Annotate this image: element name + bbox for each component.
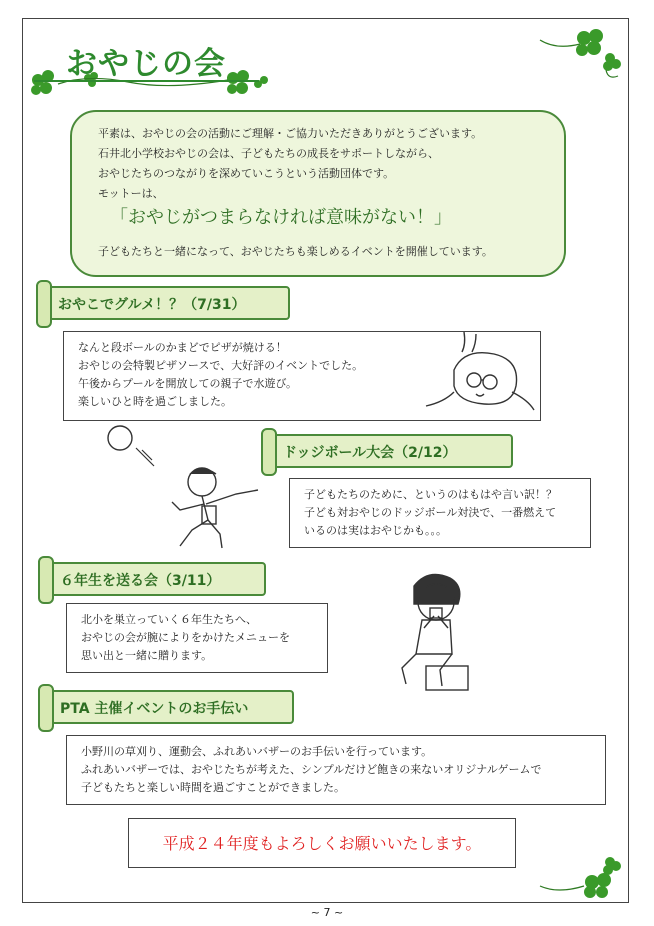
banner-scroll bbox=[261, 428, 277, 476]
event-heading-farewell bbox=[44, 562, 266, 596]
page-number: ~ 7 ~ bbox=[310, 906, 344, 919]
event-line: 子どもたちのために、というのはもはや言い訳！？ bbox=[304, 488, 557, 501]
event-line: ふれあいバザーでは、おやじたちが考えた、シンプルだけど飽きの来ないオリジナルゲームで bbox=[81, 763, 542, 776]
event-line: 思い出と一緒に贈ります。 bbox=[81, 649, 213, 662]
event-heading-dodgeball bbox=[267, 434, 513, 468]
banner-scroll bbox=[36, 280, 52, 328]
eating-child-sketch bbox=[388, 570, 484, 694]
event-line: おやじの会特製ピザソースで、大好評のイベントでした。 bbox=[78, 359, 364, 372]
intro-box bbox=[70, 110, 566, 277]
event-box-farewell bbox=[66, 603, 328, 673]
event-heading-text: PTA 主催イベントのお手伝い bbox=[60, 701, 249, 717]
clover-decoration-top-right bbox=[536, 26, 626, 82]
event-line: いるのは実はおやじかも。。。 bbox=[304, 524, 447, 537]
event-line: 小野川の草刈り、運動会、ふれあいバザーのお手伝いを行っています。 bbox=[81, 745, 433, 758]
intro-line: 平素は、おやじの会の活動にご理解・ご協力いただきありがとうございます。 bbox=[98, 127, 483, 140]
event-heading-gourmet bbox=[42, 286, 290, 320]
title-underline bbox=[34, 80, 259, 82]
ball-sketch bbox=[104, 424, 160, 470]
event-heading-pta bbox=[44, 690, 294, 724]
event-line: 子ども対おやじのドッジボール対決で、一番燃えて bbox=[304, 506, 557, 519]
event-line: 子どもたちと楽しい時間を過ごすことができました。 bbox=[81, 781, 345, 794]
event-line: おやじの会が腕によりをかけたメニューを bbox=[81, 631, 290, 644]
page-title: おやじの会 bbox=[66, 46, 226, 82]
intro-closing-line: 子どもたちと一緒になって、おやじたちも楽しめるイベントを開催しています。 bbox=[98, 245, 493, 258]
event-heading-text: おやこでグルメ！？（7/31） bbox=[58, 297, 246, 313]
dodgeball-player-sketch bbox=[162, 460, 262, 550]
event-line: 楽しいひと時を過ごしました。 bbox=[78, 395, 232, 408]
intro-line: おやじたちのつながりを深めていこうという活動団体です。 bbox=[98, 167, 395, 180]
event-heading-text: ６年生を送る会（3/11） bbox=[60, 573, 221, 589]
swimmer-sketch bbox=[424, 330, 536, 416]
event-box-dodgeball bbox=[289, 478, 591, 548]
banner-scroll bbox=[38, 684, 54, 732]
event-heading-text: ドッジボール大会（2/12） bbox=[283, 445, 457, 461]
clover-decoration-bottom-right bbox=[536, 852, 626, 900]
intro-line: 石井北小学校おやじの会は、子どもたちの成長をサポートしながら、 bbox=[98, 147, 439, 160]
banner-scroll bbox=[38, 556, 54, 604]
closing-message: 平成２４年度もよろしくお願いいたします。 bbox=[128, 818, 516, 868]
event-line: なんと段ボールのかまどでピザが焼ける！ bbox=[78, 341, 287, 354]
event-line: 北小を巣立っていく６年生たちへ、 bbox=[81, 613, 257, 626]
event-line: 午後からプールを開放しての親子で水遊び。 bbox=[78, 377, 298, 390]
motto: 「おやじがつまらなければ意味がない！」 bbox=[110, 207, 452, 228]
intro-line: モットーは、 bbox=[98, 187, 164, 200]
event-box-pta bbox=[66, 735, 606, 805]
